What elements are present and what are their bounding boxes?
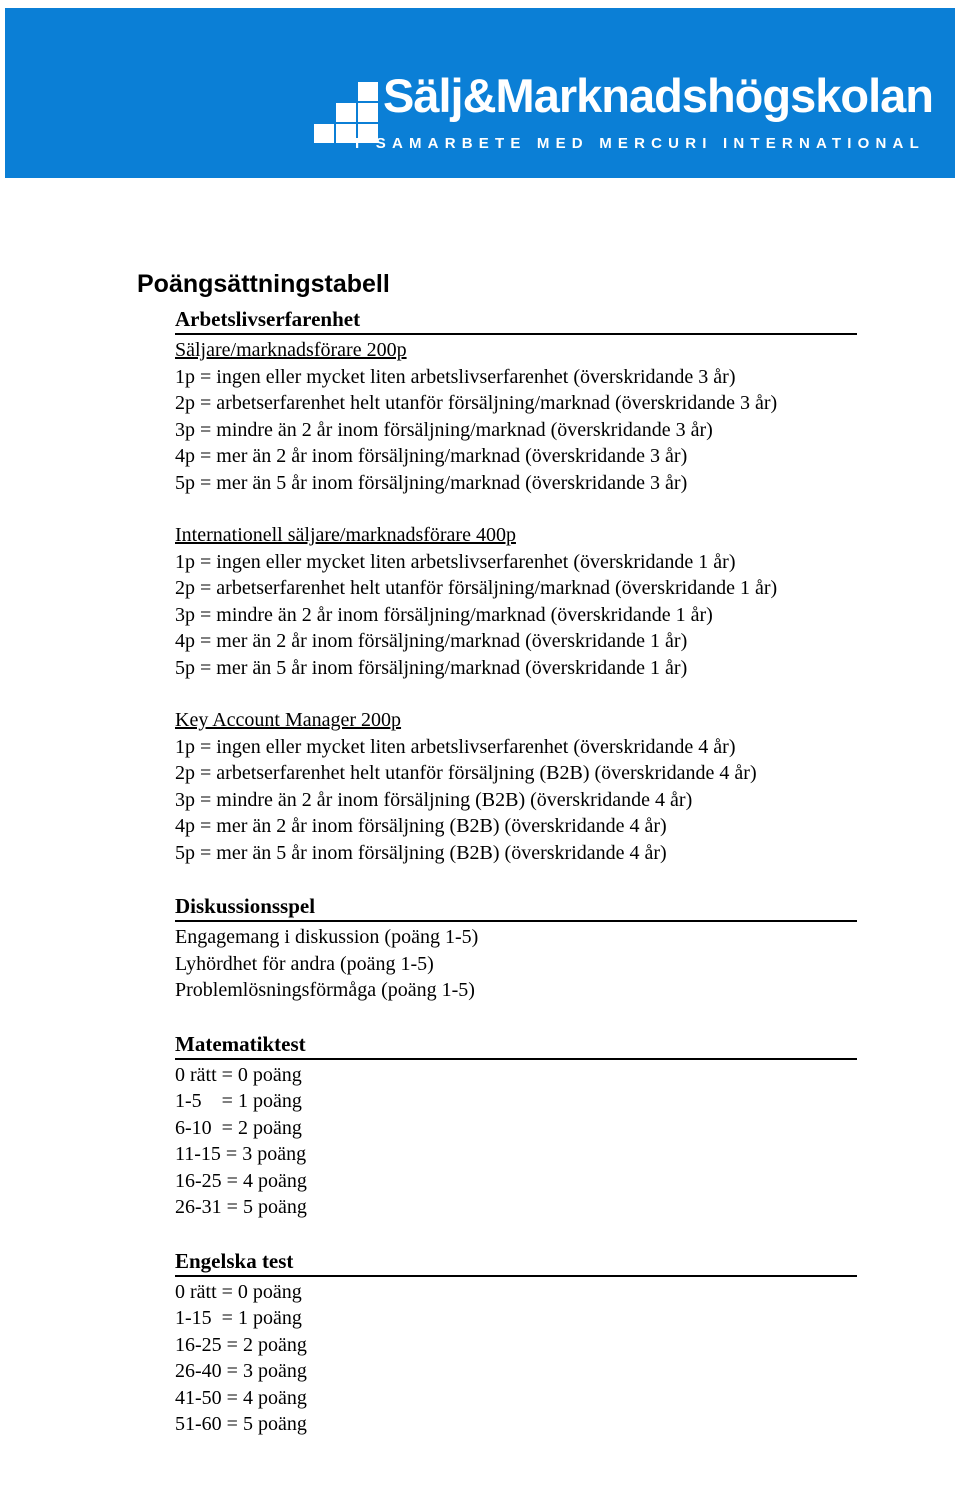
score-line: 3p = mindre än 2 år inom försäljning/marknad (överskridande 3 år) bbox=[175, 418, 713, 441]
score-line: 1p = ingen eller mycket liten arbetslivserfarenhet (överskridande 3 år) bbox=[175, 365, 736, 388]
header-banner bbox=[5, 8, 955, 178]
group-subheading: Säljare/marknadsförare 200p bbox=[175, 339, 407, 361]
score-line: 0 rätt = 0 poäng bbox=[175, 1280, 302, 1303]
score-line: 4p = mer än 2 år inom försäljning/marknad (överskridande 3 år) bbox=[175, 445, 688, 467]
section-heading: Matematiktest bbox=[175, 1030, 857, 1060]
section bbox=[175, 1247, 857, 1438]
page-title: Poängsättningstabell bbox=[137, 270, 390, 298]
group-subheading: Key Account Manager 200p bbox=[175, 709, 402, 731]
score-line: 0 rätt = 0 poäng bbox=[175, 1063, 302, 1086]
score-line: 26-31 = 5 poäng bbox=[175, 1196, 307, 1218]
score-line: 5p = mer än 5 år inom försäljning/marknad (överskridande 1 år) bbox=[175, 656, 688, 679]
score-line: 1-15 = 1 poäng bbox=[175, 1307, 302, 1329]
score-group bbox=[175, 1062, 857, 1221]
score-line: 2p = arbetserfarenhet helt utanför försäljning/marknad (överskridande 1 år) bbox=[175, 577, 778, 599]
brand-name: Sälj&Marknadshögskolan bbox=[383, 69, 933, 122]
score-line: 4p = mer än 2 år inom försäljning/marknad (överskridande 1 år) bbox=[175, 630, 688, 652]
section bbox=[175, 1030, 857, 1221]
score-line: 3p = mindre än 2 år inom försäljning (B2B) (överskridande 4 år) bbox=[175, 788, 693, 811]
score-line: 4p = mer än 2 år inom försäljning (B2B) (överskridande 4 år) bbox=[175, 815, 667, 837]
score-line: Lyhördhet för andra (poäng 1-5) bbox=[175, 952, 434, 975]
score-line: 2p = arbetserfarenhet helt utanför försäljning/marknad (överskridande 3 år) bbox=[175, 392, 778, 414]
score-line: 41-50 = 4 poäng bbox=[175, 1386, 307, 1409]
score-line: 1-5 = 1 poäng bbox=[175, 1090, 302, 1112]
score-group bbox=[175, 522, 857, 681]
score-group bbox=[175, 707, 857, 866]
score-line: 2p = arbetserfarenhet helt utanför försäljning (B2B) (överskridande 4 år) bbox=[175, 762, 757, 784]
section bbox=[175, 305, 857, 866]
group-subheading: Internationell säljare/marknadsförare 400p bbox=[175, 524, 516, 546]
score-group bbox=[175, 1279, 857, 1438]
score-line: 1p = ingen eller mycket liten arbetslivserfarenhet (överskridande 1 år) bbox=[175, 550, 736, 573]
score-line: 26-40 = 3 poäng bbox=[175, 1360, 307, 1382]
brand-tagline: I SAMARBETE MED MERCURI INTERNATIONAL bbox=[355, 135, 925, 152]
score-line: 16-25 = 2 poäng bbox=[175, 1333, 307, 1356]
score-line: 16-25 = 4 poäng bbox=[175, 1169, 307, 1192]
score-line: Problemlösningsförmåga (poäng 1-5) bbox=[175, 979, 475, 1001]
scoring-content bbox=[175, 305, 857, 1464]
score-group bbox=[175, 924, 857, 1004]
section bbox=[175, 892, 857, 1004]
score-line: 6-10 = 2 poäng bbox=[175, 1116, 302, 1139]
section-heading: Diskussionsspel bbox=[175, 892, 857, 922]
score-line: 51-60 = 5 poäng bbox=[175, 1413, 307, 1435]
score-line: 1p = ingen eller mycket liten arbetslivserfarenhet (överskridande 4 år) bbox=[175, 735, 736, 758]
score-group bbox=[175, 337, 857, 496]
score-line: 5p = mer än 5 år inom försäljning (B2B) (överskridande 4 år) bbox=[175, 841, 667, 864]
score-line: 3p = mindre än 2 år inom försäljning/marknad (överskridande 1 år) bbox=[175, 603, 713, 626]
section-heading: Arbetslivserfarenhet bbox=[175, 305, 857, 335]
section-heading: Engelska test bbox=[175, 1247, 857, 1277]
score-line: 11-15 = 3 poäng bbox=[175, 1143, 307, 1165]
score-line: Engagemang i diskussion (poäng 1-5) bbox=[175, 926, 479, 948]
score-line: 5p = mer än 5 år inom försäljning/marknad (överskridande 3 år) bbox=[175, 471, 688, 494]
